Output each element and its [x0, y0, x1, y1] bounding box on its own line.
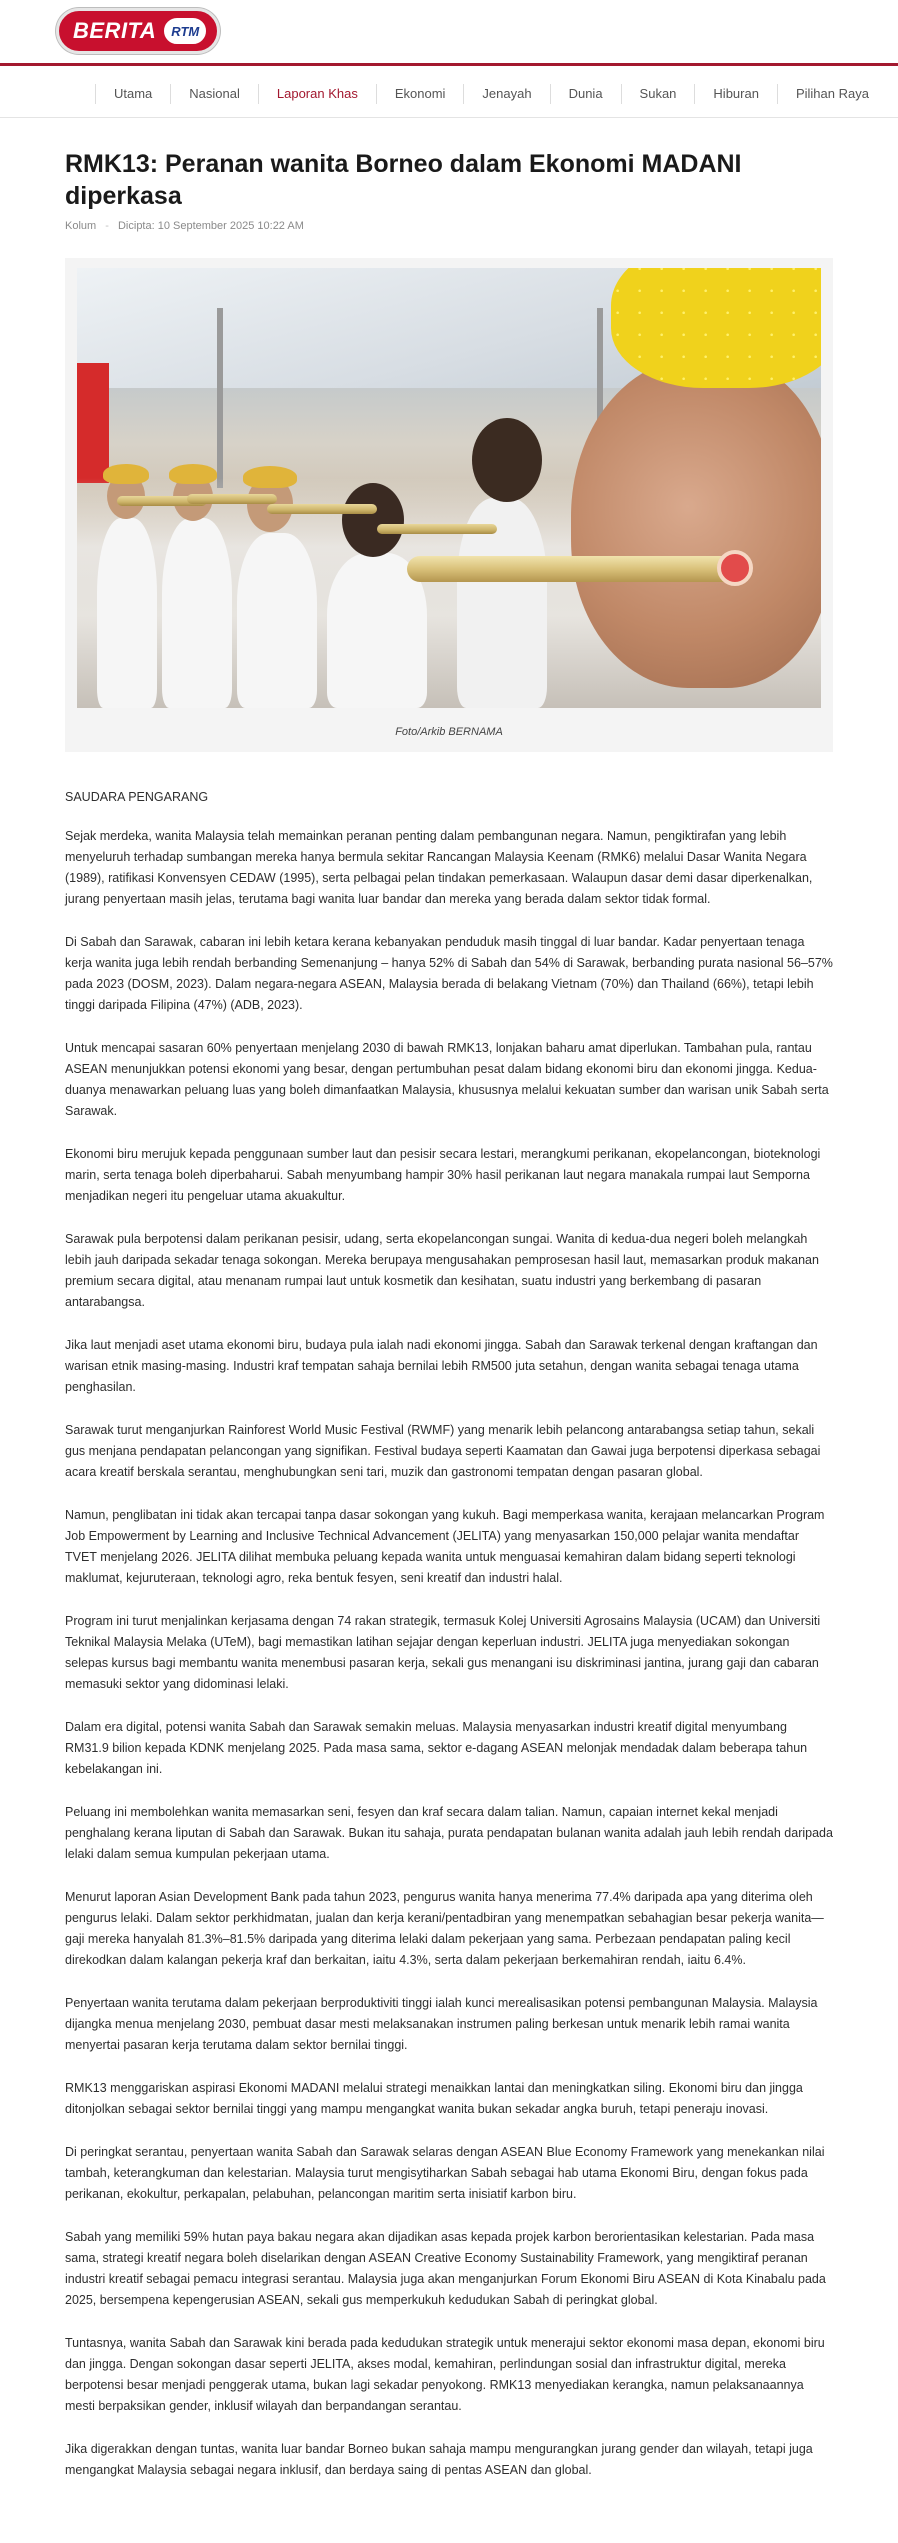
nav-item-ekonomi[interactable]: Ekonomi	[377, 84, 465, 104]
bamboo-flute	[187, 494, 277, 504]
article-paragraph: Ekonomi biru merujuk kepada penggunaan sumber laut dan pesisir secara lestari, merangkumi perikanan, ekopelancongan, bioteknologi marin, serta tenaga boleh diperbaharui. Sabah menyumbang hampir 30% hasil perikanan laut negara manakala rumpai laut Semporna menjadikan negeri itu pengeluar utama akuakultur.	[65, 1147, 821, 1203]
image-caption: Foto/Arkib BERNAMA	[395, 726, 503, 738]
article-paragraph: Penyertaan wanita terutama dalam pekerjaan berproduktiviti tinggi ialah kunci merealisasikan potensi pembangunan Malaysia. Malaysia dijangka menua menjelang 2030, pembuat dasar mesti melaksanakan instrumen paling berkesan untuk menarik lebih ramai wanita menyertai pasaran kerja terutama dalam sektor bernilai tinggi.	[65, 1996, 818, 2052]
nav-item-hiburan[interactable]: Hiburan	[695, 84, 778, 104]
event-banner	[77, 363, 109, 483]
site-header	[0, 0, 898, 66]
nav-item-laporan-khas[interactable]: Laporan Khas	[259, 84, 377, 104]
foreground-bamboo-flute	[407, 556, 737, 582]
performer-head	[342, 483, 404, 557]
performer-body	[97, 518, 157, 708]
performer-head	[472, 418, 542, 502]
main-nav	[0, 70, 898, 118]
article-paragraph: Menurut laporan Asian Development Bank pada tahun 2023, pengurus wanita hanya menerima 77.4% daripada apa yang diterima oleh pengurus lelaki. Dalam sektor perkhidmatan, jualan dan kerja kerani/pentadbiran yang menempatkan sebahagian besar pekerja wanita—gaji mereka hanyalah 81.3%–81.5% daripada yang diterima lelaki dalam pekerjaan yang sama. Perbezaan pendapatan paling kecil direkodkan dalam kalangan pekerja kraf dan berkaitan, iaitu 4.3%, serta dalam pekerjaan berkemahiran rendah, iaitu 6.4%.	[65, 1890, 824, 1967]
article-paragraph: Jika digerakkan dengan tuntas, wanita luar bandar Borneo bukan sahaja mampu mengurangkan jurang gender dan wilayah, tetapi juga mengangkat Malaysia sebagai negara inklusif, dan berdaya saing di pentas ASEAN dan global.	[65, 2442, 813, 2477]
article-photo	[77, 268, 821, 708]
article-paragraph: RMK13 menggariskan aspirasi Ekonomi MADANI melalui strategi menaikkan lantai dan meningkatkan siling. Ekonomi biru dan jingga ditonjolkan sebagai sektor bernilai tinggi yang mampu mengangkat wanita bukan sekadar angka buruh, tetapi peneraju inovasi.	[65, 2081, 803, 2116]
article-paragraph: Tuntasnya, wanita Sabah dan Sarawak kini berada pada kedudukan strategik untuk menerajui sektor ekonomi masa depan, ekonomi biru dan jingga. Dengan sokongan dasar seperti JELITA, akses modal, kemahiran, perlindungan sosial dan infrastruktur digital, mereka berpotensi besar menjadi penggerak utama, bukan lagi sekadar penyokong. RMK13 menyediakan kerangka, namun pelaksanaannya mesti berpaksikan gender, inklusif wilayah dan berpandangan serantau.	[65, 2336, 825, 2413]
tent-pole	[217, 308, 223, 488]
nav-item-pilihan-raya[interactable]: Pilihan Raya	[795, 85, 869, 101]
site-logo[interactable]	[56, 8, 220, 54]
article-figure	[65, 258, 833, 752]
article-paragraph: Sejak merdeka, wanita Malaysia telah memainkan peranan penting dalam pembangunan negara. Namun, pengiktirafan yang lebih menyeluruh terhadap sumbangan mereka hanya bermula sekitar Rancangan Malaysia Keenam (RMK6) melalui Dasar Wanita Negara (1989), ratifikasi Konvensyen CEDAW (1995), serta pelbagai pelan tindakan pemerkasaan. Walaupun dasar demi dasar diperkenalkan, jurang penyertaan masih jelas, terutama bagi wanita luar bandar dan mereka yang berada dalam sektor tidak formal.	[65, 829, 813, 906]
logo-text: BERITA	[73, 18, 157, 43]
article-paragraph: Untuk mencapai sasaran 60% penyertaan menjelang 2030 di bawah RMK13, lonjakan baharu amat diperlukan. Tambahan pula, rantau ASEAN menunjukkan potensi ekonomi yang besar, dengan pertumbuhan pesat dalam bidang ekonomi biru dan ekonomi jingga. Kedua-duanya menawarkan peluang luas yang boleh dimanfaatkan Malaysia, khususnya melalui kekuatan sumber dan warisan unik Sabah serta Sarawak.	[65, 1041, 829, 1118]
article-paragraph: Peluang ini membolehkan wanita memasarkan seni, fesyen dan kraf secara dalam talian. Namun, capaian internet kekal menjadi penghalang kerana liputan di Sabah dan Sarawak. Bukan itu sahaja, purata pendapatan bulanan wanita adalah jauh lebih rendah daripada lelaki dalam semua kumpulan pekerjaan utama.	[65, 1805, 833, 1861]
foreground-performer-face	[571, 358, 821, 688]
nav-item-dunia[interactable]: Dunia	[551, 84, 622, 104]
article	[0, 118, 898, 2543]
flute-mouthpiece	[717, 550, 753, 586]
logo-badge: RTM	[162, 16, 208, 46]
article-paragraph: Program ini turut menjalinkan kerjasama dengan 74 rakan strategik, termasuk Kolej Universiti Agrosains Malaysia (UCAM) dan Universiti Teknikal Malaysia Melaka (UTeM), bagi memastikan latihan sejajar dengan keperluan industri. JELITA juga menyediakan sokongan selepas kursus bagi membantu wanita menembusi pasaran kerja, sekali gus menangani isu diskriminasi jantina, jurang gaji dan cabaran memasuki sektor yang didominasi lelaki.	[65, 1614, 821, 1691]
article-category[interactable]: Kolum	[65, 220, 97, 232]
performer-hat	[169, 464, 217, 484]
foreground-beaded-hat	[611, 268, 821, 388]
article-title: RMK13: Peranan wanita Borneo dalam Ekonomi MADANI diperkasa	[65, 150, 742, 210]
article-date: Dicipta: 10 September 2025 10:22 AM	[117, 220, 304, 232]
nav-item-sukan[interactable]: Sukan	[622, 84, 696, 104]
paragraph-list	[65, 826, 833, 2481]
nav-item-jenayah[interactable]: Jenayah	[464, 84, 550, 104]
bamboo-flute	[377, 524, 497, 534]
meta-separator: -	[105, 220, 109, 232]
article-paragraph: Sabah yang memiliki 59% hutan paya bakau negara akan dijadikan asas kepada projek karbon berorientasikan kelestarian. Pada masa sama, strategi kreatif negara boleh diselarikan dengan ASEAN Creative Economy Sustainability Framework, yang mengiktiraf peranan industri kreatif sebagai pemacu integrasi serantau. Malaysia juga akan menganjurkan Forum Ekonomi Biru ASEAN di Kota Kinabalu pada 2025, bersempena kepengerusian ASEAN, sekali gus memperkukuh kedudukan Sabah di peringkat global.	[65, 2230, 826, 2307]
article-paragraph: Sarawak turut menganjurkan Rainforest World Music Festival (RWMF) yang menarik lebih pelancong antarabangsa setiap tahun, sekali gus menjana pendapatan pelancongan yang signifikan. Festival budaya seperti Kaamatan dan Gawai juga berpotensi diperkasa sebagai acara kreatif berskala serantau, menghubungkan seni tari, muzik dan gastronomi tempatan dengan pasaran global.	[65, 1423, 821, 1479]
nav-item-nasional[interactable]: Nasional	[171, 84, 259, 104]
performer-body	[237, 533, 317, 708]
article-paragraph: Dalam era digital, potensi wanita Sabah dan Sarawak semakin meluas. Malaysia menyasarkan industri kreatif digital menyumbang RM31.9 bilion kepada KDNK menjelang 2025. Pada masa sama, sektor e-dagang ASEAN melonjak mendadak dalam beberapa tahun kebelakangan ini.	[65, 1720, 808, 1776]
article-paragraph: Di Sabah dan Sarawak, cabaran ini lebih ketara kerana kebanyakan penduduk masih tinggal di luar bandar. Kadar penyertaan tenaga kerja wanita juga lebih rendah berbanding Semenanjung – hanya 52% di Sabah dan 54% di Sarawak, berbanding purata nasional 56–57% pada 2023 (DOSM, 2023). Dalam negara-negara ASEAN, Malaysia berada di belakang Vietnam (70%) dan Thailand (66%), tetapi lebih tinggi daripada Filipina (47%) (ADB, 2023).	[65, 935, 833, 1012]
bamboo-flute	[267, 504, 377, 514]
article-paragraph: Jika laut menjadi aset utama ekonomi biru, budaya pula ialah nadi ekonomi jingga. Sabah dan Sarawak terkenal dengan kraftangan dan warisan etnik masing-masing. Industri kraf tempatan sahaja bernilai lebih RM500 juta setahun, dengan wanita sebagai tenaga utama penghasilan.	[65, 1338, 818, 1394]
performer-hat	[103, 464, 149, 484]
nav-item-utama[interactable]: Utama	[95, 84, 171, 104]
article-paragraph: Di peringkat serantau, penyertaan wanita Sabah dan Sarawak selaras dengan ASEAN Blue Economy Framework yang menekankan nilai tambah, keterangkuman dan kelestarian. Malaysia turut mengisytiharkan Sabah sebagai hab utama Ekonomi Biru, dengan fokus pada perikanan, ekokultur, perkapalan, pelabuhan, pelancongan maritim serta inisiatif karbon biru.	[65, 2145, 825, 2201]
article-body	[65, 790, 833, 2481]
salutation: SAUDARA PENGARANG	[65, 790, 209, 804]
article-meta	[65, 220, 833, 232]
article-paragraph: Sarawak pula berpotensi dalam perikanan pesisir, udang, serta ekopelancongan sungai. Wanita di kedua-dua negeri boleh melangkah lebih jauh daripada sekadar tenaga sokongan. Mereka berupaya mengusahakan pemprosesan hasil laut, memasarkan produk makanan premium secara digital, atau menanam rumpai laut untuk kosmetik dan kesihatan, suatu industri yang berkembang di pasaran antarabangsa.	[65, 1232, 819, 1309]
performer-hat	[243, 466, 297, 488]
article-paragraph: Namun, penglibatan ini tidak akan tercapai tanpa dasar sokongan yang kukuh. Bagi memperkasa wanita, kerajaan melancarkan Program Job Empowerment by Learning and Inclusive Technical Advancement (JELITA) yang menyasarkan 150,000 pelajar wanita mendaftar TVET menjelang 2026. JELITA dilihat membuka peluang kepada wanita untuk menguasai kemahiran dalam bidang seperti teknologi maklumat, kejuruteraan, teknologi agro, reka bentuk fesyen, seni kreatif dan industri halal.	[65, 1508, 825, 1585]
performer-body	[162, 518, 232, 708]
